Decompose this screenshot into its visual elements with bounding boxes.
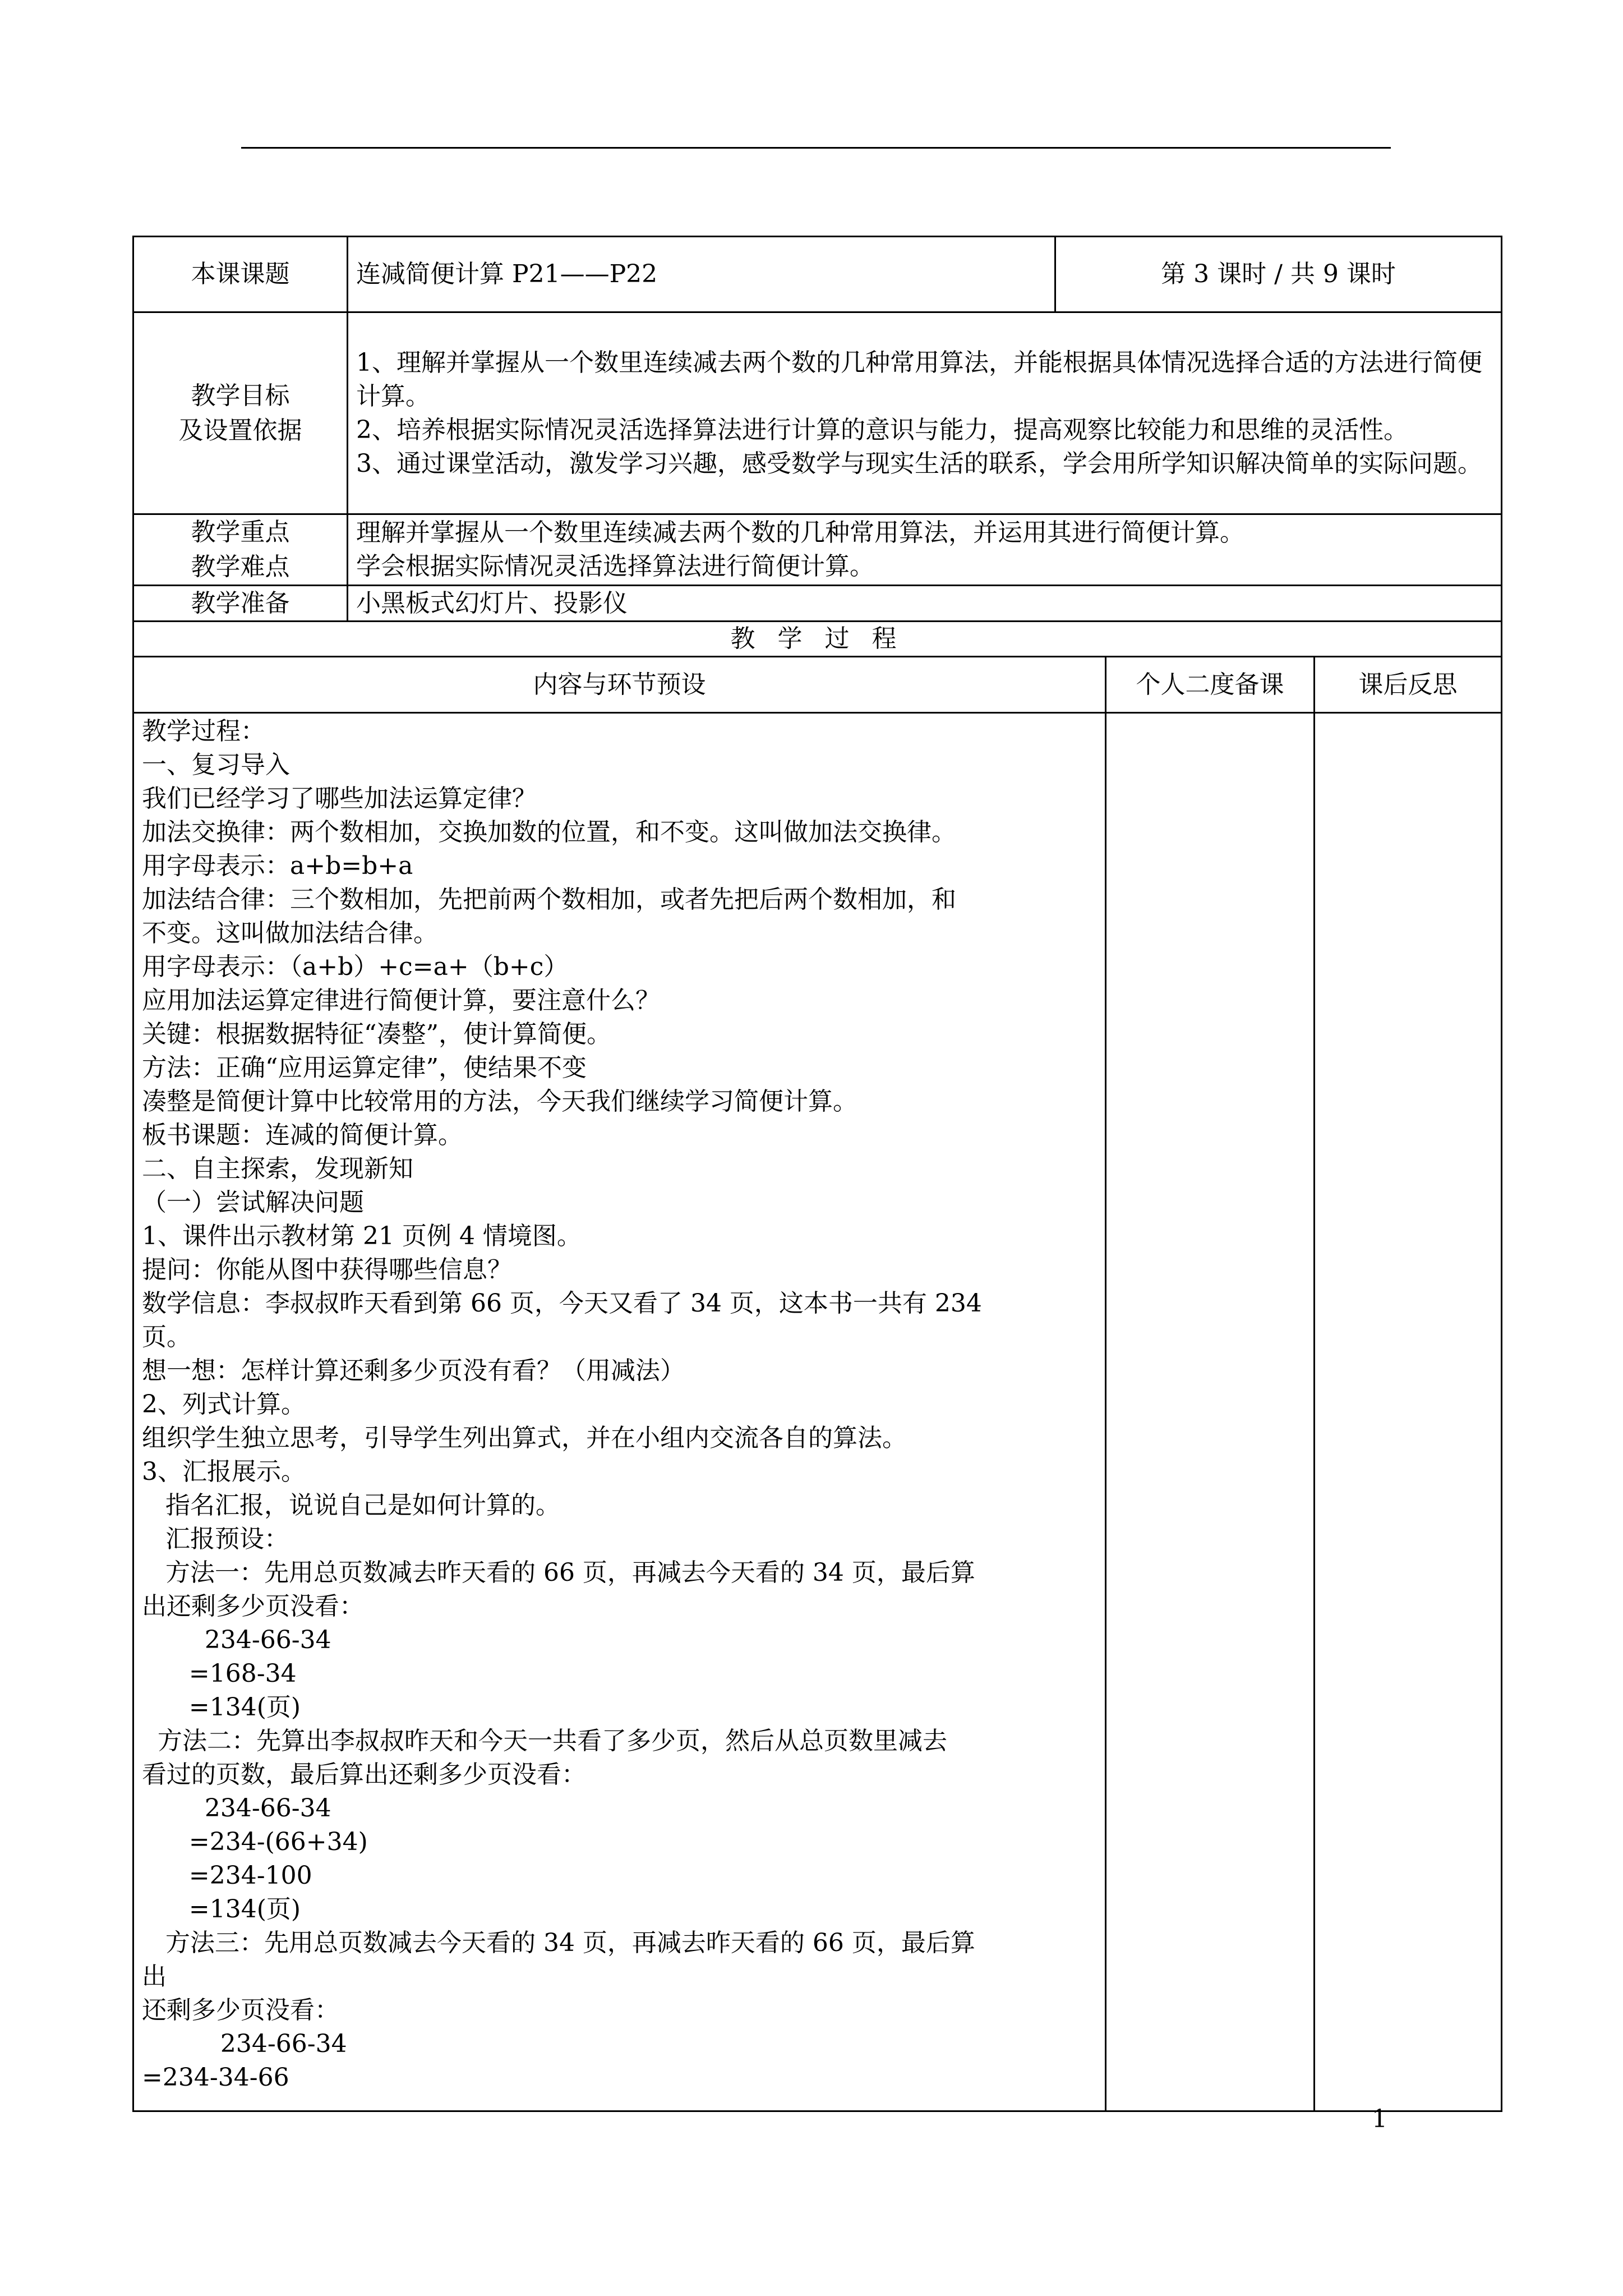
column-header-reflection: 课后反思 (1315, 657, 1502, 713)
key-points-row (133, 514, 1502, 586)
reflection-cell (1315, 713, 1502, 2111)
content-line: =234-(66+34) (142, 1828, 368, 1856)
content-line: 2、列式计算。 (142, 1390, 306, 1419)
content-line: =168-34 (142, 1659, 297, 1688)
content-line: 加法交换律：两个数相加，交换加数的位置，和不变。这叫做加法交换律。 (142, 818, 956, 846)
content-line: 方法一：先用总页数减去昨天看的 66 页，再减去今天看的 34 页，最后算 (142, 1558, 975, 1587)
content-line: 出 (142, 1962, 167, 1991)
objectives-label-line2: 及设置依据 (178, 416, 302, 445)
lesson-period: 第 3 课时 / 共 9 课时 (1055, 237, 1502, 312)
objective-item: 3、通过课堂活动，激发学习兴趣，感受数学与现实生活的联系，学会用所学知识解决简单的实际问题。 (356, 449, 1482, 478)
personal-notes-cell (1106, 713, 1315, 2111)
content-line: 3、汇报展示。 (142, 1457, 306, 1486)
content-line: =234-100 (142, 1861, 312, 1890)
content-line: 234-66-34 (142, 1794, 331, 1823)
content-row (133, 713, 1502, 2111)
content-line: 关键：根据数据特征“凑整”，使计算简便。 (142, 1020, 611, 1048)
content-line: 加法结合律：三个数相加，先把前两个数相加，或者先把后两个数相加，和 (142, 885, 956, 914)
column-header-personal: 个人二度备课 (1106, 657, 1315, 713)
content-line: 板书课题：连减的简便计算。 (142, 1121, 463, 1149)
content-line: 234-66-34 (142, 1626, 331, 1654)
column-header-row (133, 657, 1502, 713)
preparation-row (133, 586, 1502, 622)
content-line: =234-34-66 (142, 2063, 289, 2092)
content-line: 方法三：先用总页数减去今天看的 34 页，再减去昨天看的 66 页，最后算 (142, 1929, 975, 1957)
content-line: =134(页) (142, 1895, 301, 1924)
content-line: 方法二：先算出李叔叔昨天和今天一共看了多少页，然后从总页数里减去 (142, 1727, 947, 1755)
process-title-row (133, 622, 1502, 657)
content-line: 数学信息：李叔叔昨天看到第 66 页，今天又看了 34 页，这本书一共有 234 (142, 1289, 982, 1318)
preparation-value: 小黑板式幻灯片、投影仪 (348, 586, 1502, 622)
preparation-label: 教学准备 (133, 586, 348, 622)
subject-value: 连减简便计算 P21——P22 (348, 237, 1055, 312)
objective-item: 1、理解并掌握从一个数里连续减去两个数的几种常用算法，并能根据具体情况选择合适的方法进行简便计算。 (356, 348, 1482, 411)
content-line: 不变。这叫做加法结合律。 (142, 919, 438, 947)
objective-item: 2、培养根据实际情况灵活选择算法进行计算的意识与能力，提高观察比较能力和思维的灵活性。 (356, 415, 1408, 444)
focus-text: 理解并掌握从一个数里连续减去两个数的几种常用算法，并运用其进行简便计算。 (356, 518, 1244, 547)
content-line: 我们已经学习了哪些加法运算定律？ (142, 784, 537, 813)
content-line: 方法：正确“应用运算定律”，使结果不变 (142, 1053, 587, 1082)
lesson-plan-table (132, 236, 1502, 2112)
process-title: 教学过程 (133, 622, 1502, 657)
content-line: 看过的页数，最后算出还剩多少页没看： (142, 1760, 586, 1789)
key-points-label (133, 514, 348, 586)
content-line: 应用加法运算定律进行简便计算，要注意什么？ (142, 986, 660, 1015)
content-line: （一）尝试解决问题 (142, 1188, 364, 1217)
content-line: 教学过程： (142, 717, 265, 746)
content-line: 一、复习导入 (142, 751, 290, 779)
content-line: 想一想：怎样计算还剩多少页没有看？（用减法） (142, 1356, 685, 1385)
content-line: 出还剩多少页没看： (142, 1592, 364, 1621)
page-number: 1 (1372, 2105, 1387, 2133)
content-line: 指名汇报，说说自己是如何计算的。 (142, 1491, 560, 1520)
content-line: 汇报预设： (142, 1525, 289, 1553)
objectives-row (133, 312, 1502, 514)
lesson-content (133, 713, 1106, 2111)
content-line: 1、课件出示教材第 21 页例 4 情境图。 (142, 1222, 582, 1250)
subject-label: 本课课题 (133, 237, 348, 312)
header-rule (241, 147, 1391, 149)
objectives-label (133, 312, 348, 514)
content-line: 凑整是简便计算中比较常用的方法，今天我们继续学习简便计算。 (142, 1087, 857, 1116)
difficulty-label: 教学难点 (191, 553, 290, 581)
content-line: 还剩多少页没看： (142, 1996, 339, 2024)
column-header-content: 内容与环节预设 (133, 657, 1106, 713)
content-line: 组织学生独立思考，引导学生列出算式，并在小组内交流各自的算法。 (142, 1424, 907, 1452)
content-line: 页。 (142, 1323, 191, 1351)
difficulty-text: 学会根据实际情况灵活选择算法进行简便计算。 (356, 552, 874, 581)
content-line: 二、自主探索，发现新知 (142, 1154, 413, 1183)
key-points-content (348, 514, 1502, 586)
objectives-label-line1: 教学目标 (191, 381, 290, 410)
content-line: =134(页) (142, 1693, 301, 1722)
content-line: 用字母表示：a+b=b+a (142, 852, 413, 880)
objectives-content (348, 312, 1502, 514)
content-line: 用字母表示：（a+b）+c=a+（b+c） (142, 953, 569, 981)
content-line: 提问：你能从图中获得哪些信息？ (142, 1255, 512, 1284)
focus-label: 教学重点 (191, 518, 290, 546)
subject-row (133, 237, 1502, 312)
content-line: 234-66-34 (142, 2030, 347, 2058)
